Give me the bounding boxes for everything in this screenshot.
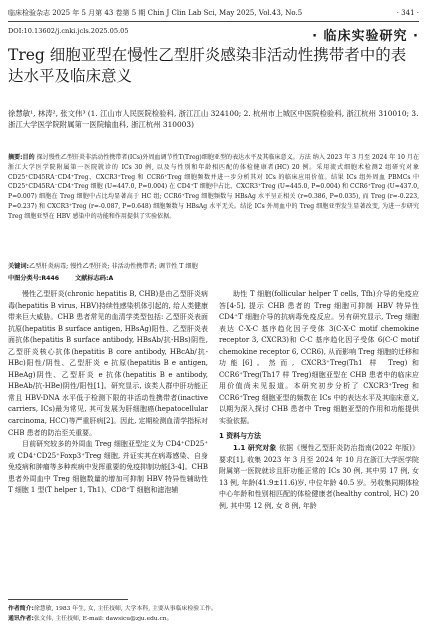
author-footnote bbox=[8, 603, 419, 612]
section-label: · 临床实验研究 · bbox=[312, 29, 419, 44]
author-footnote-label: 作者简介: bbox=[8, 606, 34, 612]
header-rule bbox=[8, 21, 419, 22]
abstract-text: 探讨慢性乙型肝炎非活动性携带者(ICs)外周血调节性T(Treg)细胞亚型的表达水平及其临床意义。方法 纳入 2023 年 3 月至 2024 年 10 月在浙江大学医学院附属第一医院就诊的 ICs 30 例, 以及与性别和年龄相匹配的体检健康者(HC) 20 例。采用流式细胞术检测2 组研究对象 CD25⁺CD45RA⁻CD4⁺Treg、CXCR3⁺Treg 和 CCR6⁺Treg 细胞频数并进一步分析其对 ICs 的临床应用价值。结果 ICs 组外周血 PBMCs 中 CD25⁺CD45RA⁻CD4⁺Treg 细胞 (U=447.0, P=0.004) 在 CD4⁺T 细胞中占比、CXCR3⁺Treg (U=445.0, P=0.004) 和 CCR6⁺Treg (U=437.0, P=0.007) 细胞在 Treg 细胞中占比均显著高于 HC 组; CCR6⁺Treg 细胞频数与 HBsAg 水平呈正相关 (r=0.386, P=0.035), 而 Treg (r=-0.223, P=0.237) 和 CXCR3⁺Treg (r=-0.087, P=0.648) 细胞频数与 HBsAg 水平无关。结论 ICs 外周血中的 Treg 细胞亚型发生显著改变, 为进一步研究 Treg 细胞亚型在 HBV 感染中的功能和作用提供了实验依据。 bbox=[8, 154, 420, 220]
journal-citation: 临床检验杂志 2025 年 5 月第 43 卷第 5 期 Chin J Clin Lab Sci, May 2025, Vol.43, No.5 bbox=[8, 9, 303, 17]
author-affiliations: 徐慧敏¹, 林涛², 张文伟³ (1. 江山市人民医院检验科, 浙江江山 324100; 2. 杭州市上城区中医院检验科, 浙江杭州 310010; 3. 浙江大学医学院附属第一医院输血科, 浙江杭州 310003) bbox=[8, 109, 419, 129]
document-code: 文献标志码:A bbox=[75, 275, 114, 282]
clc-number: 中图分类号:R446 bbox=[8, 275, 60, 282]
author-footnote-text: 徐慧敏, 1983 年生, 女, 主任技师, 大学本科, 主要从事临床检验工作。 bbox=[33, 606, 217, 612]
classification bbox=[8, 273, 419, 282]
keywords bbox=[8, 261, 419, 270]
page-number: · 341 · bbox=[396, 9, 419, 17]
paragraph: 目前研究较多的外周血 Treg 细胞亚型定义为 CD4⁺CD25⁺或 CD4⁺CD25⁺Foxp3⁺Treg 细胞, 并证实其在病毒感染、自身免疫病和肿瘤等多种疾病中发挥重要的免疫抑制功能[3-4]。CHB 患者外周血中 Treg 细胞数量的增加可抑制 HBV 特异性辅助性 T 细胞 1 型(T helper 1, Th1)、CD8⁺T 细胞和滤泡辅 bbox=[8, 440, 208, 495]
running-header bbox=[8, 6, 419, 20]
keywords-text: 乙型肝炎病毒; 慢性乙型肝炎; 非活动性携带者; 调节性 T 细胞 bbox=[29, 263, 198, 270]
body-column-right bbox=[219, 289, 419, 512]
footnote-rule bbox=[8, 599, 128, 600]
paragraph: 慢性乙型肝炎(chronic hepatitis B, CHB)是由乙型肝炎病毒(hepatitis B virus, HBV)持续性感染机体引起的, 给人类健康带来巨大威胁。CHB 患者常见的血清学类型包括: 乙型肝炎表面抗原(hepatitis B surface antigen, HBsAg)阳性、乙型肝炎表面抗体(hepatitis B surface antibody, HBsAb/抗-HBs)阴性, 乙型肝炎核心抗体(hepatitis B core antibody, HBcAb/抗-HBc)阳性/阴性、乙型肝炎 e 抗原(hepatitis B e antigen, HBeAg)阴性、乙型肝炎 e 抗体(hepatitis B e antibody, HBeAb/抗-HBe)阴性/阳性[1]。研究显示, 该类人群中肝功能正常且 HBV-DNA 水平低于检测下限的非活动性携带者(inactive carriers, ICs)最为常见, 其可发展为肝细胞癌(hepatocellular carcinoma, HCC)等严重肝病[2]。因此, 定期检测血清学指标对 CHB 患者的防治至关重要。 bbox=[8, 290, 208, 437]
subsection-heading: 1.1 研究对象 bbox=[233, 444, 277, 453]
keywords-label: 关键词: bbox=[8, 263, 30, 270]
abstract bbox=[8, 153, 419, 222]
section-heading: 1 资料与方法 bbox=[219, 431, 261, 440]
article-title: Treg 细胞亚型在慢性乙型肝炎感染非活动性携带者中的表达水平及临床意义 bbox=[8, 46, 407, 85]
abstract-label: 摘要:目的 bbox=[8, 154, 35, 161]
corresponding-footnote bbox=[8, 613, 419, 622]
body-column-left bbox=[8, 289, 208, 497]
doi: DOI:10.13602/j.cnki.jcls.2025.05.05 bbox=[8, 27, 129, 35]
paragraph bbox=[219, 443, 419, 512]
corresponding-text: 张文伟, 主任技师, E-mail: dawsicu@zju.edu.cn。 bbox=[33, 616, 173, 622]
corresponding-label: 通讯作者: bbox=[8, 616, 34, 622]
paragraph: 助性 T 细胞(follicular helper T cells, Tfh)介导的免疫应答[4-5], 提示 CHB 患者的 Treg 细胞可抑制 HBV 特异性 CD4⁺T 细胞介导的抗病毒免疫反应。另有研究显示, Treg 细胞表达 C-X-C 基序趋化因子受体 3(C-X-C motif chemokine receptor 3, CXCR3)和 C-C 基序趋化因子受体 6(C-C motif chemokine receptor 6, CCR6), 从而影响 Treg 细胞的迁移和功能[6]。然而, CXCR3⁺Treg(Th1 样 Treg)和 CCR6⁺Treg(Th17 样 Treg)细胞亚型在 CHB 患者中的临床应用价值尚未见报道。本研究初步分析了 CXCR3⁺Treg 和 CCR6⁺Treg 细胞亚型的频数在 ICs 中的表达水平及其临床意义, 以期为深入探讨 CHB 患者中 Treg 细胞亚型的作用和功能提供实验依据。 bbox=[219, 290, 419, 426]
paragraph-text: 依据《慢性乙型肝炎防治指南(2022 年版)》要求[1], 收集 2023 年 3 月至 2024 年 10 月在浙江大学医学院附属第一医院就诊且肝功能正常的 ICs 30 例, 其中男 17 例, 女 13 例, 年龄(41.9±11.6)岁, 中位年龄 40.5 岁。另收集同期体检中心年龄和性别相匹配的体检健康者(healthy control, HC) 20 例, 其中男 12 例, 女 8 例, 年龄 bbox=[219, 444, 419, 510]
